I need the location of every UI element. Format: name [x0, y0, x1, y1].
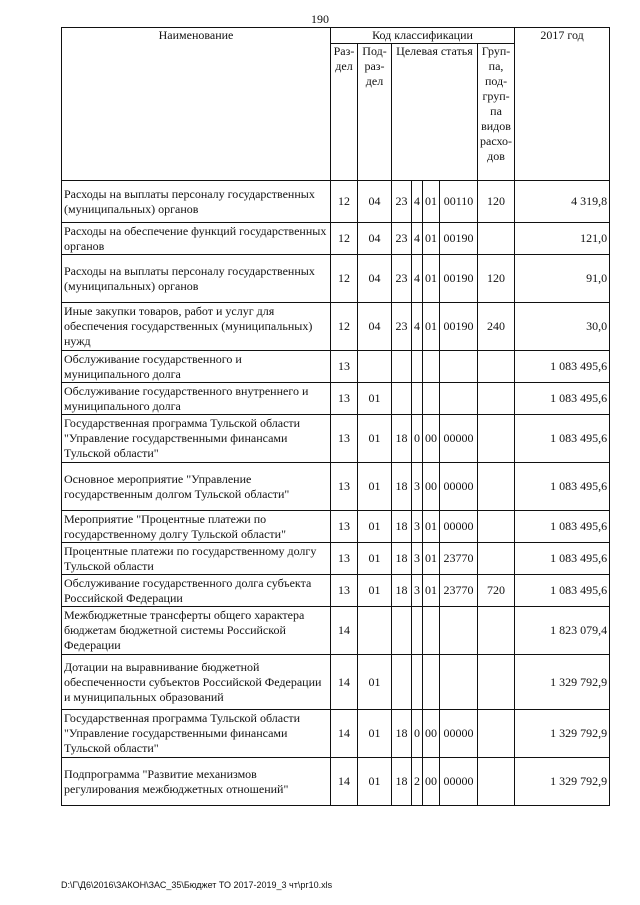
row-target-4 [440, 351, 478, 383]
row-razdel: 14 [331, 758, 358, 806]
row-razdel: 13 [331, 543, 358, 575]
table-row [62, 463, 610, 511]
row-target-1: 18 [392, 575, 412, 607]
row-amount: 4 319,8 [515, 181, 610, 223]
row-target-2: 3 [412, 575, 423, 607]
row-podrazdel [358, 607, 392, 655]
row-name: Расходы на выплаты персоналу государственных (муниципальных) органов [62, 181, 331, 223]
row-podrazdel: 01 [358, 575, 392, 607]
row-target-3: 01 [423, 303, 440, 351]
row-podrazdel: 01 [358, 511, 392, 543]
row-group [478, 607, 515, 655]
budget-table [61, 27, 610, 806]
row-target-4: 00000 [440, 415, 478, 463]
row-name: Иные закупки товаров, работ и услуг для обеспечения государственных (муниципальных) нужд [62, 303, 331, 351]
table-header [62, 28, 610, 181]
row-target-1: 23 [392, 303, 412, 351]
row-group: 720 [478, 575, 515, 607]
row-group: 120 [478, 181, 515, 223]
row-target-2 [412, 351, 423, 383]
row-name: Расходы на обеспечение функций государственных органов [62, 223, 331, 255]
row-target-2: 2 [412, 758, 423, 806]
row-target-2 [412, 383, 423, 415]
row-target-4: 00000 [440, 758, 478, 806]
header-name: Наименование [62, 28, 331, 181]
row-razdel: 12 [331, 255, 358, 303]
row-target-1: 18 [392, 415, 412, 463]
row-name: Обслуживание государственного долга субъекта Российской Федерации [62, 575, 331, 607]
row-target-3: 01 [423, 575, 440, 607]
row-target-4: 00190 [440, 303, 478, 351]
row-name: Обслуживание государственного и муниципального долга [62, 351, 331, 383]
row-podrazdel: 04 [358, 181, 392, 223]
row-target-3 [423, 383, 440, 415]
row-target-3: 01 [423, 543, 440, 575]
row-target-4: 23770 [440, 575, 478, 607]
row-razdel: 12 [331, 303, 358, 351]
row-target-4 [440, 383, 478, 415]
footer-path: D:\Г\Д6\2016\ЗАКОН\ЗАС_35\Бюджет ТО 2017-2019_3 чт\рг10.xls [61, 880, 333, 890]
row-target-4: 00190 [440, 255, 478, 303]
table-row [62, 655, 610, 710]
row-target-3: 01 [423, 255, 440, 303]
row-target-1 [392, 383, 412, 415]
row-razdel: 13 [331, 511, 358, 543]
row-target-3: 01 [423, 181, 440, 223]
row-target-3: 01 [423, 511, 440, 543]
row-amount: 1 083 495,6 [515, 415, 610, 463]
row-target-2: 4 [412, 223, 423, 255]
row-name: Мероприятие "Процентные платежи по государственному долгу Тульской области" [62, 511, 331, 543]
row-target-2 [412, 607, 423, 655]
row-razdel: 12 [331, 223, 358, 255]
header-target: Целевая статья [392, 44, 478, 181]
header-code-group: Код классификации [331, 28, 515, 44]
row-amount: 1 083 495,6 [515, 543, 610, 575]
row-target-3 [423, 351, 440, 383]
table-row [62, 575, 610, 607]
row-group [478, 415, 515, 463]
row-target-3: 00 [423, 710, 440, 758]
row-group [478, 710, 515, 758]
table-row [62, 351, 610, 383]
row-amount: 30,0 [515, 303, 610, 351]
row-razdel: 14 [331, 655, 358, 710]
table-row [62, 511, 610, 543]
row-razdel: 14 [331, 607, 358, 655]
row-target-2: 4 [412, 303, 423, 351]
row-group [478, 351, 515, 383]
row-name: Подпрограмма "Развитие механизмов регулирования межбюджетных отношений" [62, 758, 331, 806]
row-amount: 1 083 495,6 [515, 575, 610, 607]
row-target-4 [440, 655, 478, 710]
row-target-1 [392, 655, 412, 710]
row-target-4: 23770 [440, 543, 478, 575]
row-razdel: 13 [331, 575, 358, 607]
row-group [478, 463, 515, 511]
row-amount: 1 083 495,6 [515, 351, 610, 383]
row-razdel: 13 [331, 463, 358, 511]
row-target-1: 18 [392, 511, 412, 543]
row-podrazdel: 01 [358, 543, 392, 575]
table-row [62, 607, 610, 655]
row-podrazdel: 04 [358, 223, 392, 255]
row-target-3 [423, 607, 440, 655]
row-target-2: 3 [412, 543, 423, 575]
table-row [62, 543, 610, 575]
row-target-2: 3 [412, 511, 423, 543]
row-group: 240 [478, 303, 515, 351]
row-group [478, 223, 515, 255]
row-podrazdel: 04 [358, 303, 392, 351]
row-target-4: 00000 [440, 463, 478, 511]
row-group [478, 383, 515, 415]
row-group [478, 511, 515, 543]
row-razdel: 12 [331, 181, 358, 223]
row-target-2: 0 [412, 415, 423, 463]
row-amount: 1 083 495,6 [515, 511, 610, 543]
row-target-1: 23 [392, 223, 412, 255]
row-target-3: 01 [423, 223, 440, 255]
row-razdel: 13 [331, 351, 358, 383]
row-target-1: 18 [392, 758, 412, 806]
header-podrazdel: Под- раз- дел [358, 44, 392, 181]
row-target-4: 00110 [440, 181, 478, 223]
row-target-4: 00000 [440, 511, 478, 543]
row-target-1: 18 [392, 710, 412, 758]
row-amount: 1 083 495,6 [515, 463, 610, 511]
table-row [62, 415, 610, 463]
row-target-2: 3 [412, 463, 423, 511]
row-target-1: 23 [392, 181, 412, 223]
row-group [478, 543, 515, 575]
row-target-3: 00 [423, 758, 440, 806]
row-name: Государственная программа Тульской области "Управление государственными финансами Тульской области" [62, 710, 331, 758]
row-name: Обслуживание государственного внутреннего и муниципального долга [62, 383, 331, 415]
table-row [62, 303, 610, 351]
row-target-2: 0 [412, 710, 423, 758]
row-podrazdel: 01 [358, 655, 392, 710]
row-amount: 1 083 495,6 [515, 383, 610, 415]
row-amount: 1 329 792,9 [515, 758, 610, 806]
row-name: Межбюджетные трансферты общего характера бюджетам бюджетной системы Российской Федерации [62, 607, 331, 655]
row-target-2: 4 [412, 255, 423, 303]
row-amount: 1 823 079,4 [515, 607, 610, 655]
row-name: Государственная программа Тульской области "Управление государственными финансами Тульской области" [62, 415, 331, 463]
row-target-3: 00 [423, 463, 440, 511]
row-amount: 1 329 792,9 [515, 655, 610, 710]
page-number: 190 [311, 12, 329, 26]
table-body [62, 181, 610, 806]
row-razdel: 14 [331, 710, 358, 758]
row-target-1: 18 [392, 543, 412, 575]
row-target-1: 23 [392, 255, 412, 303]
row-razdel: 13 [331, 415, 358, 463]
row-name: Расходы на выплаты персоналу государственных (муниципальных) органов [62, 255, 331, 303]
row-group: 120 [478, 255, 515, 303]
header-razdel: Раз- дел [331, 44, 358, 181]
row-amount: 1 329 792,9 [515, 710, 610, 758]
row-name: Основное мероприятие "Управление государственным долгом Тульской области" [62, 463, 331, 511]
row-razdel: 13 [331, 383, 358, 415]
row-podrazdel: 01 [358, 758, 392, 806]
row-target-1 [392, 351, 412, 383]
row-target-2 [412, 655, 423, 710]
header-group: Груп- па, под- груп- па видов расхо- дов [478, 44, 515, 181]
row-target-3 [423, 655, 440, 710]
row-podrazdel: 01 [358, 463, 392, 511]
row-name: Процентные платежи по государственному долгу Тульской области [62, 543, 331, 575]
row-podrazdel: 01 [358, 415, 392, 463]
table-row [62, 181, 610, 223]
row-target-1: 18 [392, 463, 412, 511]
table-row [62, 758, 610, 806]
row-podrazdel: 01 [358, 710, 392, 758]
table-row [62, 223, 610, 255]
row-name: Дотации на выравнивание бюджетной обеспеченности субъектов Российской Федерации и муниципальных образований [62, 655, 331, 710]
row-podrazdel: 04 [358, 255, 392, 303]
row-podrazdel [358, 351, 392, 383]
row-target-4: 00190 [440, 223, 478, 255]
row-target-2: 4 [412, 181, 423, 223]
row-target-1 [392, 607, 412, 655]
row-group [478, 758, 515, 806]
row-amount: 91,0 [515, 255, 610, 303]
row-target-4 [440, 607, 478, 655]
table-row [62, 255, 610, 303]
row-amount: 121,0 [515, 223, 610, 255]
row-target-3: 00 [423, 415, 440, 463]
row-target-4: 00000 [440, 710, 478, 758]
table-row [62, 383, 610, 415]
header-year: 2017 год [515, 28, 610, 181]
row-podrazdel: 01 [358, 383, 392, 415]
table-row [62, 710, 610, 758]
row-group [478, 655, 515, 710]
